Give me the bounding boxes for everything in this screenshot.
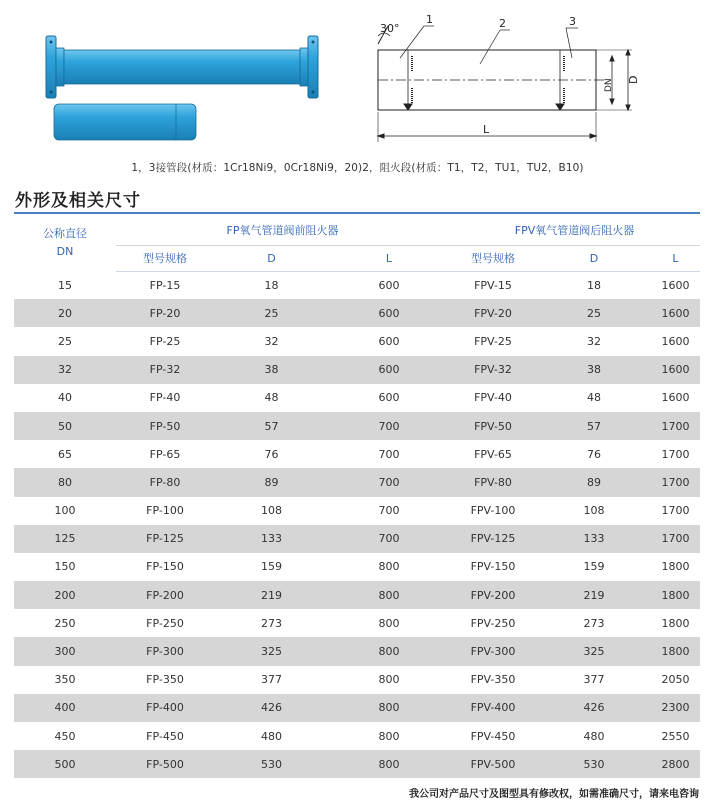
fp-l-cell: 800 (378, 729, 400, 743)
fpv-l-cell: 1800 (661, 645, 690, 659)
section-title: 外形及相关尺寸 (15, 191, 141, 211)
fp-d-cell: 159 (261, 560, 282, 574)
fp-model-cell: FP-250 (146, 616, 184, 630)
fpv-l-cell: 1800 (661, 588, 690, 602)
table-row (14, 666, 700, 694)
dn-cell: 80 (58, 475, 72, 489)
fpv-d-cell: 57 (587, 419, 601, 433)
dn-cell: 150 (54, 560, 76, 574)
fpv-l-cell: 2050 (661, 673, 690, 687)
fpv-l-cell: 1700 (661, 504, 690, 518)
fpv-d-cell: 426 (583, 701, 605, 715)
product-figure (0, 0, 715, 160)
fp-l-cell: 800 (378, 616, 400, 630)
fp-l-cell: 700 (378, 532, 400, 546)
fp-d-cell: 25 (264, 306, 279, 320)
fpv-d-cell: 89 (587, 475, 601, 489)
fp-d-cell: 426 (261, 701, 282, 715)
part-label-1: 1 (426, 13, 433, 26)
fpv-d-cell: 18 (587, 278, 601, 292)
fp-l-cell: 600 (378, 334, 400, 348)
header-dn-line2: DN (56, 245, 74, 258)
fpv-d-cell: 133 (583, 532, 605, 546)
fp-l-cell: 600 (378, 391, 400, 405)
table-row (14, 356, 700, 384)
fp-l-cell: 700 (378, 419, 400, 433)
fpv-d-cell: 48 (587, 391, 601, 405)
fpv-model-cell: FPV-25 (474, 334, 512, 348)
dn-cell: 400 (54, 701, 76, 715)
dn-cell: 15 (58, 278, 72, 292)
fpv-l-cell: 1600 (661, 363, 690, 377)
table-row (14, 440, 700, 468)
table-row (14, 637, 700, 665)
technical-drawing (378, 26, 632, 142)
fp-d-cell: 325 (261, 645, 282, 659)
dn-cell: 450 (54, 729, 76, 743)
header-fp-model: 型号规格 (116, 245, 214, 271)
table-row (14, 412, 700, 440)
fp-l-cell: 800 (378, 560, 400, 574)
fpv-d-cell: 159 (583, 560, 605, 574)
fp-l-cell: 800 (378, 701, 400, 715)
table-row (14, 609, 700, 637)
fp-d-cell: 219 (261, 588, 282, 602)
dn-cell: 350 (54, 673, 76, 687)
fp-d-cell: 38 (264, 363, 279, 377)
fp-d-cell: 48 (264, 391, 279, 405)
header-dn (14, 215, 116, 271)
dn-cell: 20 (58, 306, 72, 320)
dn-cell: 50 (58, 419, 72, 433)
dimension-dn-label: DN (604, 78, 614, 92)
header-fpv-l: L (651, 245, 700, 271)
dn-cell: 100 (54, 504, 76, 518)
header-fp-d: D (214, 245, 329, 271)
fpv-model-cell: FPV-250 (470, 616, 516, 630)
header-dn-line1: 公称直径 (43, 227, 87, 240)
fp-model-cell: FP-200 (146, 588, 184, 602)
fpv-d-cell: 76 (587, 447, 601, 461)
fpv-l-cell: 1600 (661, 306, 690, 320)
fpv-model-cell: FPV-150 (470, 560, 516, 574)
fp-d-cell: 133 (261, 532, 282, 546)
fpv-model-cell: FPV-100 (470, 504, 516, 518)
fpv-l-cell: 1700 (661, 532, 690, 546)
fpv-d-cell: 480 (583, 729, 605, 743)
fpv-l-cell: 1600 (661, 391, 690, 405)
fpv-l-cell: 2800 (661, 757, 690, 771)
fp-l-cell: 600 (378, 306, 400, 320)
fp-l-cell: 700 (378, 504, 400, 518)
table-row (14, 750, 700, 778)
fpv-model-cell: FPV-32 (474, 363, 512, 377)
fpv-model-cell: FPV-20 (474, 306, 512, 320)
fp-d-cell: 18 (264, 278, 279, 292)
fp-d-cell: 530 (261, 757, 282, 771)
fpv-l-cell: 1700 (661, 475, 690, 489)
table-row (14, 468, 700, 496)
fp-model-cell: FP-150 (146, 560, 184, 574)
part-label-3: 3 (569, 15, 576, 28)
fp-l-cell: 800 (378, 757, 400, 771)
fp-model-cell: FP-40 (149, 391, 181, 405)
header-fpv-model: 型号规格 (449, 245, 537, 271)
fp-l-cell: 700 (378, 447, 400, 461)
fp-d-cell: 108 (261, 504, 282, 518)
dimension-d-label: D (627, 75, 640, 84)
fpv-model-cell: FPV-125 (470, 532, 516, 546)
fpv-model-cell: FPV-350 (470, 673, 516, 687)
fpv-l-cell: 1600 (661, 278, 690, 292)
material-caption: 1，3接管段(材质：1Cr18Ni9，0Cr18Ni9，20)2，阻火段(材质：T1，T2，TU1，TU2，B10) (131, 162, 584, 174)
fp-model-cell: FP-50 (149, 419, 181, 433)
fpv-d-cell: 325 (583, 645, 605, 659)
fp-l-cell: 600 (378, 278, 400, 292)
dimensions-table (14, 215, 700, 778)
fp-model-cell: FP-400 (146, 701, 184, 715)
table-row (14, 581, 700, 609)
dn-cell: 25 (58, 334, 72, 348)
fp-model-cell: FP-32 (149, 363, 181, 377)
header-fpv-d: D (537, 245, 651, 271)
fpv-l-cell: 1600 (661, 334, 690, 348)
fp-l-cell: 800 (378, 645, 400, 659)
dimension-l-label: L (483, 123, 490, 136)
table-row (14, 327, 700, 355)
flanged-pipe-illustration (46, 36, 318, 98)
fp-model-cell: FP-15 (149, 278, 181, 292)
angle-label: 30° (380, 22, 400, 35)
table-row (14, 497, 700, 525)
fp-l-cell: 600 (378, 363, 400, 377)
fpv-model-cell: FPV-40 (474, 391, 512, 405)
fpv-model-cell: FPV-50 (474, 419, 512, 433)
fp-model-cell: FP-125 (146, 532, 184, 546)
header-group-fpv: FPV氧气管道阀后阻火器 (449, 215, 700, 245)
fpv-l-cell: 2550 (661, 729, 690, 743)
fpv-l-cell: 1800 (661, 616, 690, 630)
fpv-d-cell: 25 (587, 306, 601, 320)
fp-model-cell: FP-350 (146, 673, 184, 687)
fpv-model-cell: FPV-65 (474, 447, 512, 461)
dn-cell: 65 (58, 447, 72, 461)
fp-model-cell: FP-20 (149, 306, 181, 320)
fp-model-cell: FP-100 (146, 504, 184, 518)
fpv-d-cell: 377 (583, 673, 605, 687)
fp-model-cell: FP-25 (149, 334, 181, 348)
header-fp-l: L (329, 245, 449, 271)
plain-pipe-illustration (54, 104, 196, 140)
fpv-d-cell: 219 (583, 588, 605, 602)
fp-l-cell: 700 (378, 475, 400, 489)
dn-cell: 200 (54, 588, 76, 602)
fp-d-cell: 57 (264, 419, 279, 433)
fpv-l-cell: 2300 (661, 701, 690, 715)
fp-model-cell: FP-80 (149, 475, 181, 489)
footnote: 我公司对产品尺寸及图型具有修改权，如需准确尺寸，请来电咨询 (409, 789, 699, 800)
fp-model-cell: FP-300 (146, 645, 184, 659)
fp-model-cell: FP-500 (146, 757, 184, 771)
fpv-d-cell: 32 (587, 334, 601, 348)
section-divider (14, 212, 700, 214)
fpv-model-cell: FPV-80 (474, 475, 512, 489)
dn-cell: 125 (54, 532, 76, 546)
dn-cell: 300 (54, 645, 76, 659)
fp-d-cell: 377 (261, 673, 282, 687)
fp-model-cell: FP-65 (149, 447, 181, 461)
table-row (14, 694, 700, 722)
fpv-model-cell: FPV-450 (470, 729, 516, 743)
table-row (14, 722, 700, 750)
fp-d-cell: 273 (261, 616, 282, 630)
fp-d-cell: 76 (264, 447, 279, 461)
dn-cell: 32 (58, 363, 72, 377)
dn-cell: 500 (54, 757, 76, 771)
dn-cell: 250 (54, 616, 76, 630)
fpv-l-cell: 1800 (661, 560, 690, 574)
fpv-d-cell: 273 (583, 616, 605, 630)
fpv-model-cell: FPV-200 (470, 588, 516, 602)
fpv-d-cell: 108 (583, 504, 605, 518)
table-body (14, 271, 700, 778)
fp-model-cell: FP-450 (146, 729, 184, 743)
fp-d-cell: 480 (261, 729, 282, 743)
fpv-l-cell: 1700 (661, 419, 690, 433)
fpv-model-cell: FPV-15 (474, 278, 512, 292)
fp-l-cell: 800 (378, 588, 400, 602)
fp-l-cell: 800 (378, 673, 400, 687)
table-row (14, 299, 700, 327)
table-row (14, 525, 700, 553)
fpv-d-cell: 38 (587, 363, 601, 377)
table-row (14, 271, 700, 299)
table-row (14, 553, 700, 581)
fp-d-cell: 89 (264, 475, 279, 489)
fpv-model-cell: FPV-300 (470, 645, 516, 659)
part-label-2: 2 (499, 17, 506, 30)
fpv-l-cell: 1700 (661, 447, 690, 461)
fpv-d-cell: 530 (583, 757, 605, 771)
fp-d-cell: 32 (264, 334, 279, 348)
dn-cell: 40 (58, 391, 72, 405)
header-group-fp: FP氧气管道阀前阻火器 (116, 215, 449, 245)
fpv-model-cell: FPV-400 (470, 701, 516, 715)
fpv-model-cell: FPV-500 (470, 757, 516, 771)
table-row (14, 384, 700, 412)
